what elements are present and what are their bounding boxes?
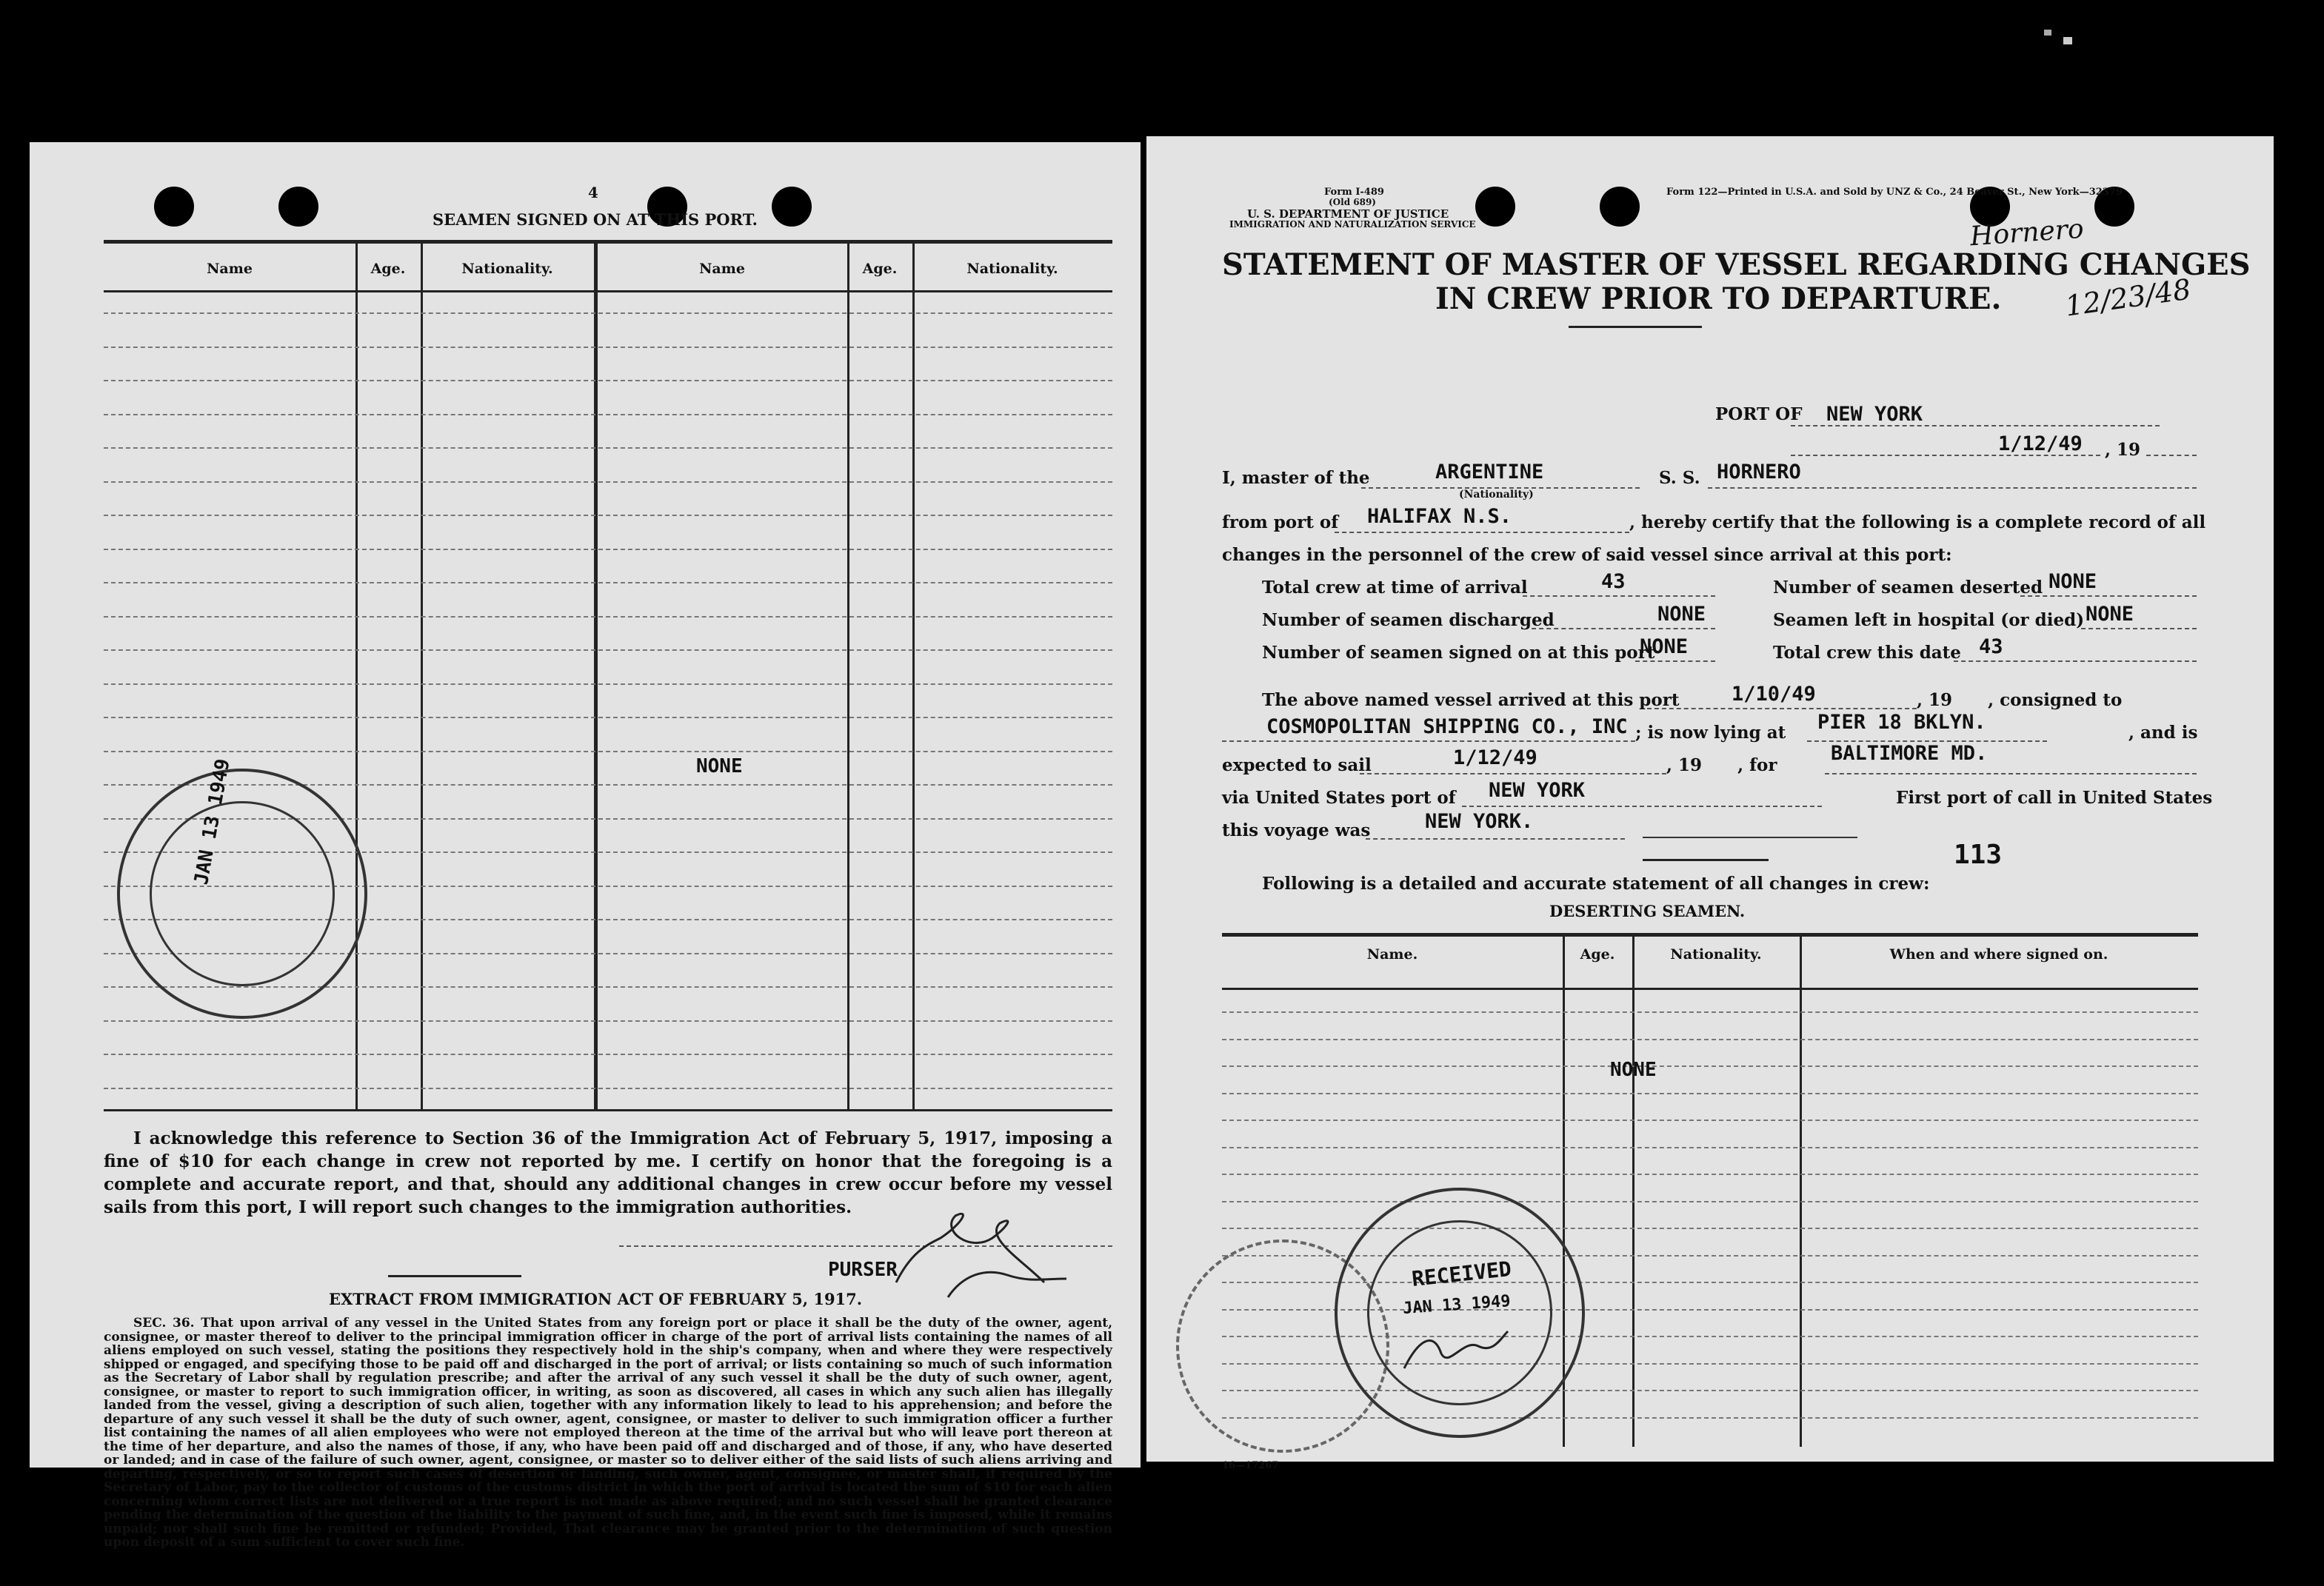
hospital-label: Seamen left in hospital (or died) — [1773, 610, 2085, 630]
stamp-date: JAN 13 1949 — [190, 757, 235, 887]
blank-row — [104, 1054, 1112, 1055]
total-crew-date-value: 43 — [1979, 635, 2003, 658]
port-value: NEW YORK — [1826, 403, 1923, 426]
received-date: JAN 13 1949 — [1402, 1291, 1512, 1319]
discharged-value: NONE — [1657, 603, 1706, 626]
date-stamp — [117, 757, 367, 1019]
consignee-value: COSMOPOLITAN SHIPPING CO., INC — [1266, 715, 1628, 738]
handwritten-date: 12/23/48 — [2063, 272, 2193, 323]
section-title: SEAMEN SIGNED ON AT THIS PORT. — [433, 210, 758, 229]
blank-row — [104, 616, 1112, 618]
punch-hole — [154, 187, 194, 227]
department: U. S. DEPARTMENT OF JUSTICE — [1247, 207, 1449, 221]
punch-hole — [772, 187, 812, 227]
service: IMMIGRATION AND NATURALIZATION SERVICE — [1229, 219, 1476, 230]
discharged-label: Number of seamen discharged — [1262, 610, 1555, 630]
blank-row — [104, 481, 1112, 483]
port-label: PORT OF — [1715, 404, 1803, 424]
vessel-name: HORNERO — [1717, 461, 1801, 484]
extract-text: SEC. 36. That upon arrival of any vessel in the United States from any foreign port or place it shall be the duty of the owner, agent, consignee, or master thereof to deliver to the principal immigration officer in charge of the port of arrival lists containing the names of all aliens employed on such vessel, stating the positions they respectively hold in the ship's company, when and where they were respectively shipped or engaged, and specifying those to be paid off and discharged in the port of arrival; or lists containing so much of such information as the Secretary of Labor shall by regulation prescribe; and after the arrival of any such vessel it shall be the duty of such owner, agent, consignee, or master to report to such immigration officer, in writing, as soon as discovered, all cases in which any such alien has illegally landed from the vessel, giving a description of such alien, together with any information likely to lead to his apprehension; and before the departure of any such vessel it shall be the duty of such owner, agent, consignee, or master to deliver to such immigration officer a further list containing the names of all alien employees who were not employed thereon at the time of the arrival but who will leave port thereon at the time of her departure, and also the names of those, if any, who have been paid off and discharged and of those, if any, who have deserted or landed; and in case of the failure of such owner, agent, consignee, or master so to deliver either of the said lists of such aliens arriving and departing, respectively, or so to report such cases of desertion or landing, such owner, agent, consignee, or master shall, if required by the Secretary of Labor, pay to the collector of customs of the customs district in which the port of arrival is located the sum of $10 for each alien concerning whom correct lists are not delivered or a true report is not made as above required; and no such vessel shall be granted clearance pending the determination of the question of the liability to the payment of such fine, and, in the event such fine is imposed, while it remains unpaid; nor shall such fine be remitted or refunded; Provided, That clearance may be granted prior to the determination of such question upon deposit of a sum sufficient to cover such fine. — [104, 1316, 1112, 1550]
certify-text: , hereby certify that the following is a complete record of all — [1629, 512, 2206, 532]
blank-row — [104, 414, 1112, 415]
deserted-value: NONE — [2048, 570, 2097, 593]
blank-row — [104, 447, 1112, 449]
blank-row — [104, 380, 1112, 381]
col-header-name-2: Name — [699, 261, 745, 277]
blank-row — [104, 515, 1112, 516]
nationality-value: ARGENTINE — [1435, 461, 1544, 484]
blank-row — [104, 1088, 1112, 1089]
col-header-age: Age. — [370, 261, 406, 277]
col-header-when-where: When and where signed on. — [1889, 946, 2108, 963]
acknowledgement-text: I acknowledge this reference to Section 36 of the Immigration Act of February 5, 1917, imposing a fine of $10 for each change in crew not reported by me. I certify on honor that the foregoing is a complete and accurate report, and that, should any additional changes in crew occur before my vessel sails from this port, I will report such changes to the immigration authorities. — [104, 1128, 1112, 1217]
expected-label: expected to sail — [1222, 755, 1372, 775]
blank-row — [104, 582, 1112, 583]
blank-row — [104, 347, 1112, 348]
ss-label: S. S. — [1659, 468, 1700, 488]
page-number: 4 — [588, 184, 598, 201]
arrived-label: The above named vessel arrived at this port — [1262, 690, 1680, 710]
expected-value: 1/12/49 — [1453, 746, 1537, 769]
changes-text: changes in the personnel of the crew of said vessel since arrival at this port: — [1222, 545, 1952, 565]
total-crew-arrival-label: Total crew at time of arrival — [1262, 578, 1528, 598]
col-header-name: Name — [207, 261, 253, 277]
blank-row — [1222, 1065, 2198, 1067]
footer-code: 16—17267 — [1222, 1460, 1279, 1471]
lying-value: PIER 18 BKLYN. — [1817, 711, 1986, 734]
destination-value: BALTIMORE MD. — [1831, 742, 1988, 765]
signed-on-value: NONE — [1640, 635, 1689, 658]
extract-title: EXTRACT FROM IMMIGRATION ACT OF FEBRUARY 5, 1917. — [329, 1290, 863, 1308]
arrived-value: 1/10/49 — [1732, 683, 1816, 706]
col-header-age: Age. — [1580, 946, 1615, 963]
printer-note: Form 122—Printed in U.S.A. and Sold by UNZ & Co., 24 Beaver St., New York—32379 — [1666, 187, 2123, 198]
blank-row — [1222, 1201, 2198, 1202]
col-header-nationality: Nationality. — [1670, 946, 1762, 963]
total-crew-date-label: Total crew this date — [1773, 643, 1961, 663]
blank-row — [1222, 1120, 2198, 1121]
blank-row — [1222, 1147, 2198, 1148]
signer-title: PURSER — [828, 1259, 898, 1281]
blank-row — [104, 649, 1112, 651]
blank-row — [104, 751, 1112, 752]
form-id: Form I-489 — [1324, 187, 1384, 198]
right-page — [1146, 136, 2274, 1471]
form-old: (Old 689) — [1329, 197, 1376, 207]
blank-row — [1222, 1039, 2198, 1040]
consigned-label: , 19 , consigned to — [1917, 690, 2123, 710]
from-port-value: HALIFAX N.S. — [1367, 505, 1512, 528]
master-label: I, master of the — [1222, 468, 1370, 488]
and-is-label: , and is — [2128, 723, 2198, 743]
for-label: , 19 , for — [1666, 755, 1777, 775]
from-port-label: from port of — [1222, 512, 1339, 532]
following-text: Following is a detailed and accurate statement of all changes in crew: — [1262, 874, 1930, 894]
blank-row — [1222, 1093, 2198, 1094]
handwritten-name: Hornero — [1969, 213, 2085, 252]
blank-row — [104, 1020, 1112, 1022]
blank-row — [104, 549, 1112, 550]
none-entry: NONE — [1610, 1059, 1657, 1081]
blank-row — [104, 312, 1112, 314]
nationality-caption: (Nationality) — [1459, 489, 1534, 501]
year-suffix: , 19 — [2105, 440, 2141, 460]
lying-label: ; is now lying at — [1635, 723, 1786, 743]
stamp-signature — [1397, 1324, 1515, 1383]
date-value: 1/12/49 — [1998, 432, 2083, 455]
punch-hole — [1475, 187, 1515, 227]
col-header-nationality: Nationality. — [461, 261, 553, 277]
voyage-label: this voyage was — [1222, 820, 1371, 840]
col-header-name: Name. — [1366, 946, 1418, 963]
title-line-1: STATEMENT OF MASTER OF VESSEL REGARDING CHANGES — [1222, 247, 2251, 282]
deserted-label: Number of seamen deserted — [1773, 578, 2043, 598]
none-entry: NONE — [696, 755, 743, 777]
blank-row — [1222, 1417, 2198, 1419]
first-port-label: First port of call in United States — [1896, 788, 2213, 808]
via-label: via United States port of — [1222, 788, 1456, 808]
punch-hole — [1600, 187, 1640, 227]
left-page — [30, 142, 1141, 1550]
received-label: RECEIVED — [1410, 1257, 1513, 1291]
col-header-age-2: Age. — [862, 261, 898, 277]
title-line-2: IN CREW PRIOR TO DEPARTURE. — [1435, 281, 2002, 316]
hospital-value: NONE — [2086, 603, 2134, 626]
voyage-value: NEW YORK. — [1425, 810, 1534, 833]
stamp-number: 113 — [1954, 840, 2003, 870]
blank-row — [104, 683, 1112, 685]
received-stamp — [1335, 1188, 1585, 1438]
total-crew-arrival-value: 43 — [1601, 570, 1626, 593]
punch-hole — [278, 187, 318, 227]
col-header-nationality-2: Nationality. — [966, 261, 1058, 277]
blank-row — [1222, 1011, 2198, 1013]
blank-row — [1222, 1174, 2198, 1175]
via-value: NEW YORK — [1489, 779, 1586, 802]
deserting-title: DESERTING SEAMEN. — [1549, 902, 1746, 920]
blank-row — [104, 717, 1112, 718]
signed-on-label: Number of seamen signed on at this port — [1262, 643, 1655, 663]
signature — [881, 1194, 1074, 1305]
